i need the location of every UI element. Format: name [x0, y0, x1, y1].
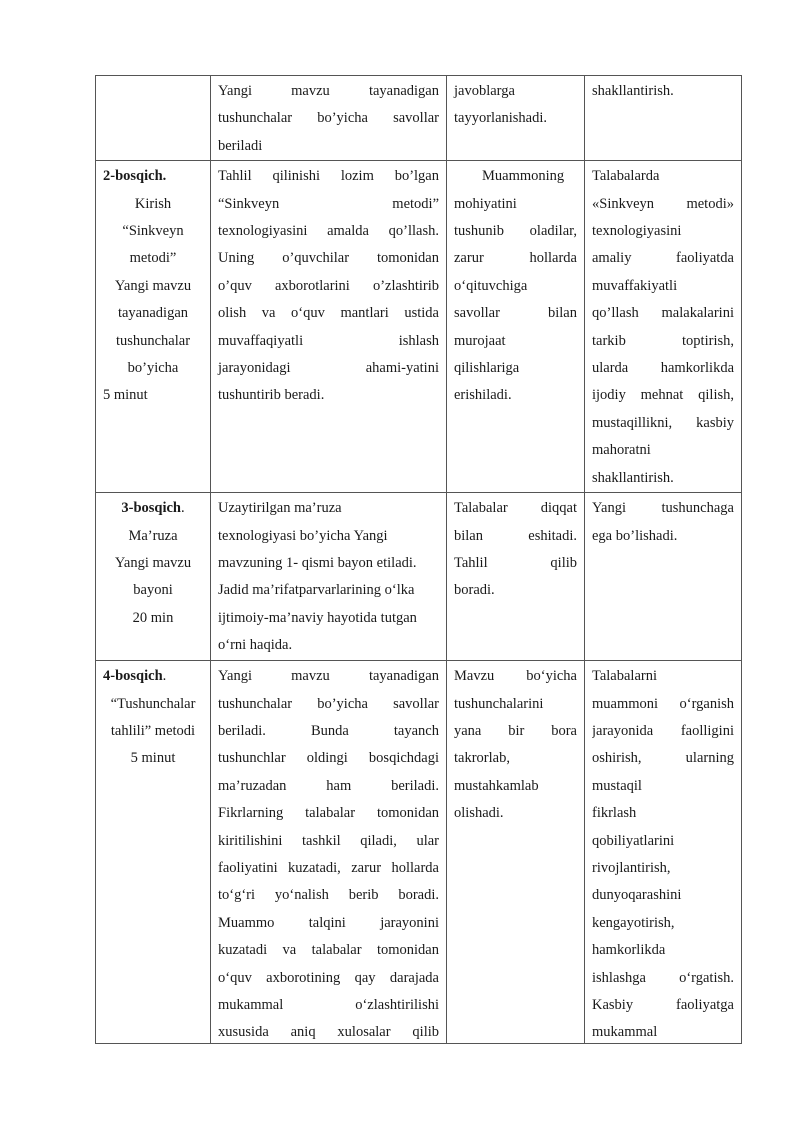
text-line: Yangi tushunchaga [592, 500, 734, 517]
text-line: 5 minut [103, 387, 148, 404]
text-line: mustaqillikni, kasbiy [592, 414, 734, 431]
goal-cell [585, 161, 742, 493]
text-line: kengayotirish, [592, 914, 675, 931]
text-line: qobiliyatlarini [592, 832, 675, 849]
text-line: Uzaytirilgan ma’ruza [218, 500, 342, 517]
text-line: ijodiy mehnat qilish, [592, 387, 734, 404]
teacher-activity-cell [211, 76, 447, 161]
text-line: boradi. [454, 582, 495, 599]
text-line: tayyorlanishadi. [454, 110, 548, 127]
stage-number: 3-bosqich [121, 500, 181, 517]
table-row [96, 661, 742, 1044]
text-line: tushunchalar bo’yicha savollar [218, 110, 439, 127]
text-line: qo’llash malakalarini [592, 305, 734, 322]
text-line: Fikrlarning talabalar tomonidan [218, 805, 439, 822]
student-activity-cell [447, 661, 585, 1044]
text-line: Talabalarda [592, 168, 660, 185]
text-line: texnologiyasini [592, 223, 682, 240]
text-line: tayanadigan [117, 305, 189, 322]
text-line: mukammal o‘zlashtirilishi [218, 996, 439, 1013]
text-line: amaliy faoliyatda [592, 250, 734, 267]
teacher-activity-cell [211, 493, 447, 661]
text-line: erishiladi. [454, 387, 512, 404]
teacher-activity-cell [211, 661, 447, 1044]
text-line: tushunchalarini [454, 695, 544, 712]
text-line: Yangi mavzu [114, 554, 192, 571]
text-line: Kasbiy faoliyatga [592, 996, 734, 1013]
text-line: kiritilishini tashkil qiladi, ular [218, 832, 439, 849]
text-line: muvaffaqiyatli ishlash [218, 332, 439, 349]
text-line: olishadi. [454, 805, 504, 822]
text-line: ishlashga o‘rgatish. [592, 969, 734, 986]
text-line: shakllantirish. [592, 469, 674, 486]
text-line: mukammal [592, 1024, 658, 1041]
stage-cell [96, 161, 211, 493]
text-line: Yangi mavzu tayanadigan [218, 83, 439, 99]
text-line: beriladi [218, 137, 263, 154]
text-line: qilishlariga [454, 360, 520, 377]
stage-cell [96, 76, 211, 161]
text-line: 20 min [132, 609, 174, 626]
text-line: mahoratni [592, 442, 651, 459]
text-line: Talabalarni [592, 668, 658, 685]
text-line: zarur hollarda [454, 250, 577, 267]
text-line: dunyoqarashini [592, 887, 682, 904]
text-line: Tahlil qilinishi lozim bo’lgan [218, 168, 439, 185]
text-line: rivojlantirish, [592, 859, 671, 876]
text-line: metodi” [129, 250, 177, 267]
text-line: muammoni o‘rganish [592, 695, 734, 712]
text-line: bo’yicha [127, 360, 179, 377]
text-line: mavzuning 1- qismi bayon etiladi. [218, 554, 417, 571]
text-line: Yangi mavzu [114, 277, 192, 294]
text-line: kuzatadi va talabalar tomonidan [218, 942, 439, 959]
text-line: Talabalar diqqat [454, 500, 577, 517]
text-line: Muammoning [482, 168, 565, 185]
text-line: javoblarga [454, 83, 515, 99]
text-line: ega bo’lishadi. [592, 527, 678, 544]
text-line: olish va o‘quv mantlari ustida [218, 305, 439, 322]
table-row [96, 161, 742, 493]
text-line: takrorlab, [454, 750, 510, 767]
text-line: bayoni [133, 582, 173, 599]
text-line: tushunchalar [115, 332, 191, 349]
text-line: hamkorlikda [592, 942, 666, 959]
stage-cell [96, 493, 211, 661]
text-line: murojaat [454, 332, 506, 349]
text-line: ijtimoiy-ma’naviy hayotida tutgan [218, 609, 417, 626]
text-line: Kirish [134, 195, 172, 212]
stage-cell [96, 661, 211, 1044]
text-line: ularda hamkorlikda [592, 360, 734, 377]
text-line: “Tushunchalar [110, 695, 196, 712]
text-line: shakllantirish. [592, 83, 674, 99]
text-line: tushunchalar bo’yicha savollar [218, 695, 439, 712]
text-line: 5 minut [130, 750, 176, 767]
text-line: Yangi mavzu tayanadigan [218, 668, 439, 685]
student-activity-cell [447, 76, 585, 161]
text-line: oshirish, ularning [592, 750, 734, 767]
student-activity-cell [447, 161, 585, 493]
student-activity-cell [447, 493, 585, 661]
text-line: Ma’ruza [128, 527, 178, 544]
text-line: Tahlil qilib [454, 554, 577, 571]
text-line: tushuntirib beradi. [218, 387, 325, 404]
table-row [96, 76, 742, 161]
goal-cell [585, 76, 742, 161]
text-line: mohiyatini [454, 195, 517, 212]
goal-cell [585, 661, 742, 1044]
text-line: o‘quv axborotining qay darajada [218, 969, 439, 986]
text-line: savollar bilan [454, 305, 577, 322]
text-line: faoliyatini kuzatadi, zarur hollarda [218, 859, 439, 876]
text-line: mustahkamlab [454, 777, 539, 794]
text-line: bilan eshitadi. [454, 527, 577, 544]
text-line: “Sinkveyn metodi” [218, 195, 439, 212]
text-line: o‘rni haqida. [218, 637, 293, 654]
stage-number: 4-bosqich [103, 668, 163, 685]
text-line: beriladi. Bunda tayanch [218, 722, 439, 739]
text-line: Jadid ma’rifatparvarlarining o‘lka [218, 582, 415, 599]
stage-number-tail: . [181, 500, 185, 517]
text-line: mustaqil [592, 777, 642, 794]
text-line: “Sinkveyn [122, 223, 184, 240]
text-line: tushunchlar oldingi bosqichdagi [218, 750, 439, 767]
text-line: xususida aniq xulosalar qilib [218, 1024, 439, 1041]
text-line: o’quv axborotlarini o’zlashtirib [218, 277, 439, 294]
text-line: «Sinkveyn metodi» [592, 195, 734, 212]
text-line: texnologiyasini amalda qo’llash. [218, 223, 439, 240]
text-line: ma’ruzadan ham beriladi. [218, 777, 439, 794]
goal-cell [585, 493, 742, 661]
text-line: Mavzu bo‘yicha [454, 668, 577, 685]
text-line: Uning o’quvchilar tomonidan [218, 250, 439, 267]
text-line: jarayonida faolligini [592, 722, 734, 739]
lesson-plan-table [95, 75, 742, 1044]
stage-number: 2-bosqich. [103, 168, 167, 185]
text-line: to‘g‘ri yo‘nalish berib boradi. [218, 887, 439, 904]
text-line: tahlili” metodi [110, 722, 196, 739]
text-line: yana bir bora [454, 722, 577, 739]
teacher-activity-cell [211, 161, 447, 493]
text-line: tarkib toptirish, [592, 332, 734, 349]
text-line: fikrlash [592, 805, 637, 822]
text-line: jarayonidagi ahami-yatini [218, 360, 439, 377]
stage-number-tail: . [162, 668, 167, 685]
text-line: tushunib oladilar, [454, 223, 577, 240]
text-line: texnologiyasi bo’yicha Yangi [218, 527, 388, 544]
text-line: Muammo talqini jarayonini [218, 914, 439, 931]
table-row [96, 493, 742, 661]
text-line: muvaffakiyatli [592, 277, 678, 294]
text-line: o‘qituvchiga [454, 277, 528, 294]
